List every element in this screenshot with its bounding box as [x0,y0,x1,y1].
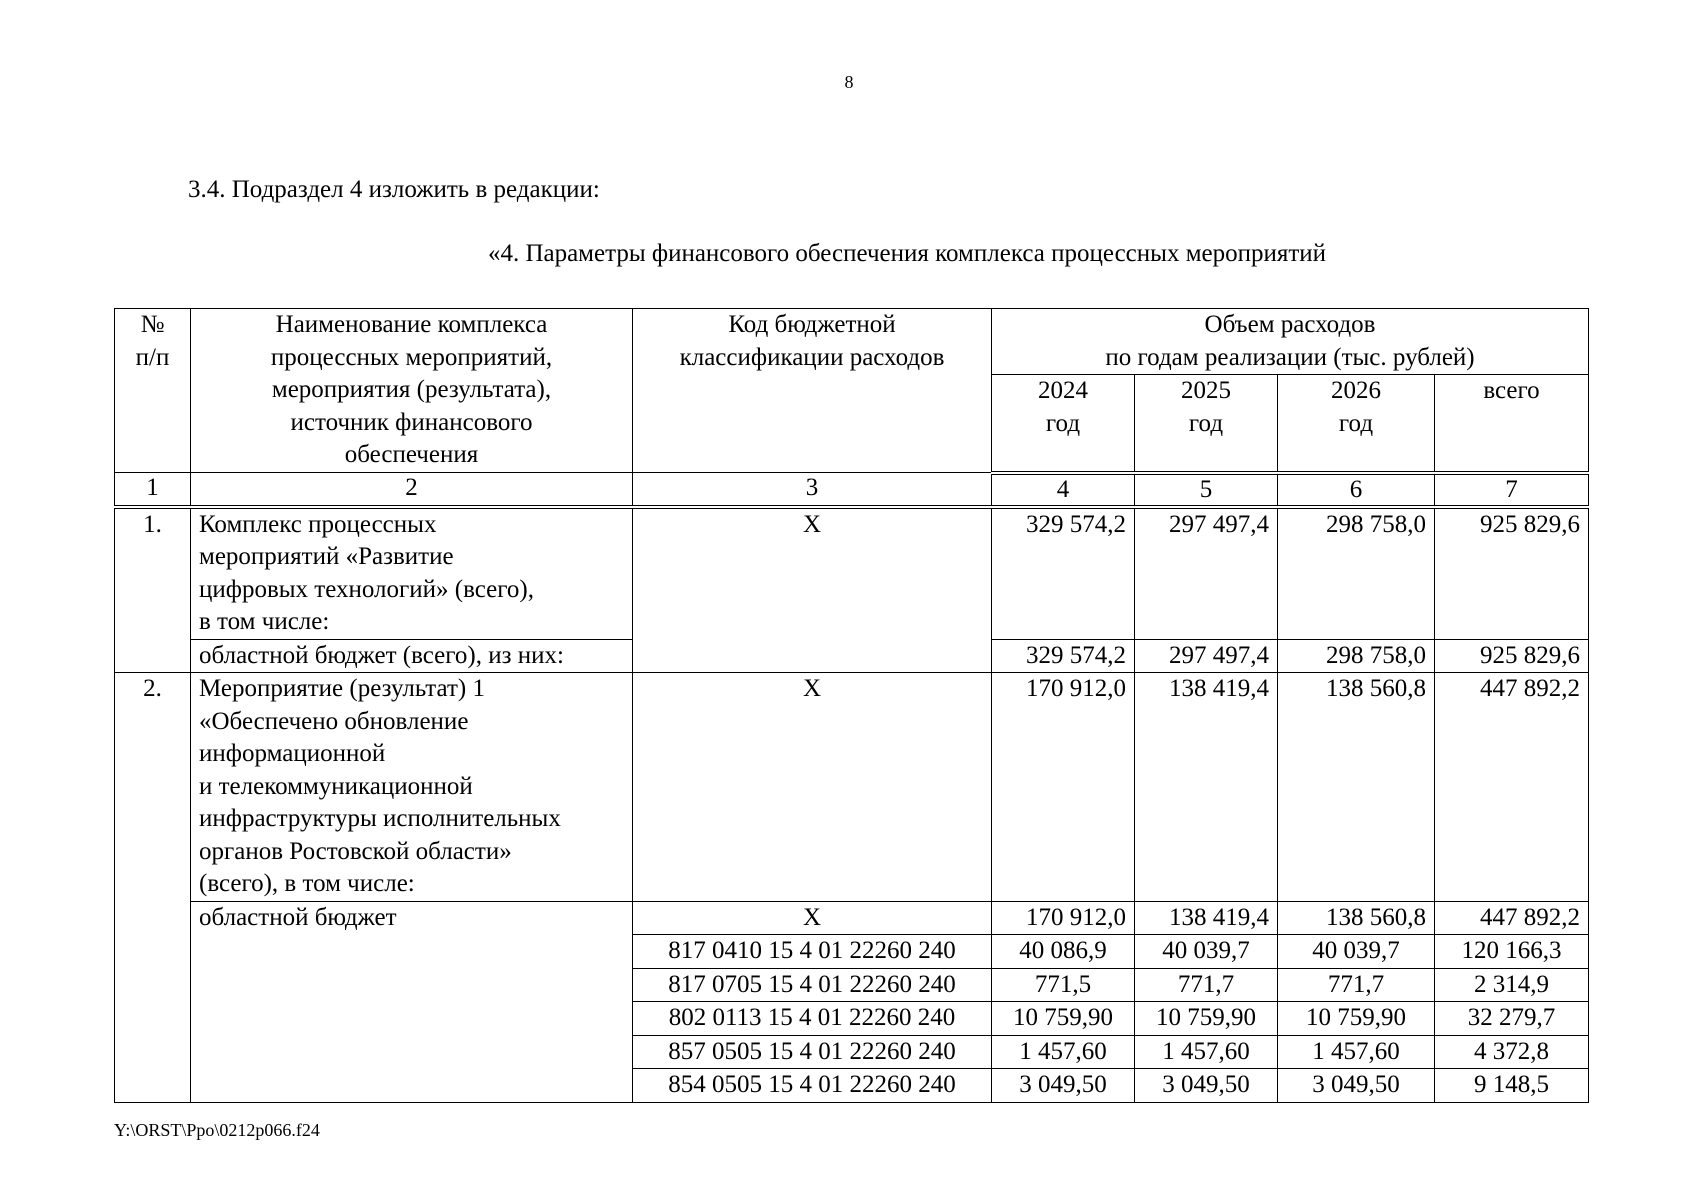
value-2026: 771,7 [1278,968,1435,1002]
header-total: всего [1435,375,1589,473]
value-2024: 329 574,2 [992,639,1135,673]
value-2025: 10 759,90 [1135,1002,1278,1036]
value-2025: 138 419,4 [1135,901,1278,935]
value-total: 120 166,3 [1435,935,1589,969]
column-number: 7 [1435,473,1589,507]
value-2024: 170 912,0 [992,673,1135,902]
value-2026: 1 457,60 [1278,1035,1435,1069]
page-number: 8 [844,72,854,92]
row-code: 857 0505 15 4 01 22260 240 [633,1035,992,1069]
value-2025: 138 419,4 [1135,673,1278,902]
row-number: 1. [115,507,191,673]
row-code: 817 0410 15 4 01 22260 240 [633,935,992,969]
value-total: 32 279,7 [1435,1002,1589,1036]
row-code: 817 0705 15 4 01 22260 240 [633,968,992,1002]
value-2025: 3 049,50 [1135,1069,1278,1103]
value-2026: 138 560,8 [1278,901,1435,935]
value-2024: 3 049,50 [992,1069,1135,1103]
column-number: 5 [1135,473,1278,507]
row-code: Х [633,673,992,902]
value-2024: 329 574,2 [992,507,1135,640]
column-number: 4 [992,473,1135,507]
row-code: Х [633,901,992,935]
row-name: областной бюджет [191,901,633,1102]
value-2025: 771,7 [1135,968,1278,1002]
amendment-intro: 3.4. Подраздел 4 изложить в редакции: [188,176,600,203]
row-name: Комплекс процессных мероприятий «Развитие цифровых технологий» (всего), в том числе: [191,507,633,640]
value-total: 447 892,2 [1435,901,1589,935]
value-2024: 10 759,90 [992,1002,1135,1036]
value-2026: 3 049,50 [1278,1069,1435,1103]
header-row-1 [115,309,1589,375]
table-row [115,507,1589,640]
value-2026: 138 560,8 [1278,673,1435,902]
header-year-2025: 2025 год [1135,375,1278,473]
row-code: 802 0113 15 4 01 22260 240 [633,1002,992,1036]
column-number: 6 [1278,473,1435,507]
value-2026: 298 758,0 [1278,639,1435,673]
value-total: 925 829,6 [1435,639,1589,673]
header-year-2024: 2024 год [992,375,1135,473]
column-number: 1 [115,473,191,507]
row-name: областной бюджет (всего), из них: [191,639,633,673]
header-num: № п/п [115,309,191,473]
value-total: 447 892,2 [1435,673,1589,902]
value-total: 2 314,9 [1435,968,1589,1002]
financing-table [114,308,1589,1103]
value-2025: 297 497,4 [1135,639,1278,673]
header-name: Наименование комплекса процессных мероприятий, мероприятия (результата), источник финансового обеспечения [191,309,633,473]
value-total: 9 148,5 [1435,1069,1589,1103]
value-2024: 170 912,0 [992,901,1135,935]
value-2024: 771,5 [992,968,1135,1002]
value-2026: 40 039,7 [1278,935,1435,969]
value-2026: 10 759,90 [1278,1002,1435,1036]
value-2024: 40 086,9 [992,935,1135,969]
row-code: 854 0505 15 4 01 22260 240 [633,1069,992,1103]
value-2024: 1 457,60 [992,1035,1135,1069]
header-volume: Объем расходов по годам реализации (тыс. рублей) [992,309,1589,375]
value-total: 4 372,8 [1435,1035,1589,1069]
header-year-2026: 2026 год [1278,375,1435,473]
row-code: Х [633,507,992,673]
table-row [115,673,1589,902]
table-row [115,901,1589,935]
column-number: 3 [633,473,992,507]
header-code: Код бюджетной классификации расходов [633,309,992,473]
column-numbers-row [115,473,1589,507]
value-2026: 298 758,0 [1278,507,1435,640]
file-path-footer: Y:\ORST\Ppo\0212p066.f24 [114,1120,320,1140]
section-title: «4. Параметры финансового обеспечения комплекса процессных мероприятий [487,240,1327,267]
value-2025: 297 497,4 [1135,507,1278,640]
row-number: 2. [115,673,191,1103]
column-number: 2 [191,473,633,507]
value-2025: 40 039,7 [1135,935,1278,969]
value-total: 925 829,6 [1435,507,1589,640]
row-name: Мероприятие (результат) 1 «Обеспечено обновление информационной и телекоммуникационной инфраструктуры исполнительных органов Ростовской области» (всего), в том числе: [191,673,633,902]
value-2025: 1 457,60 [1135,1035,1278,1069]
